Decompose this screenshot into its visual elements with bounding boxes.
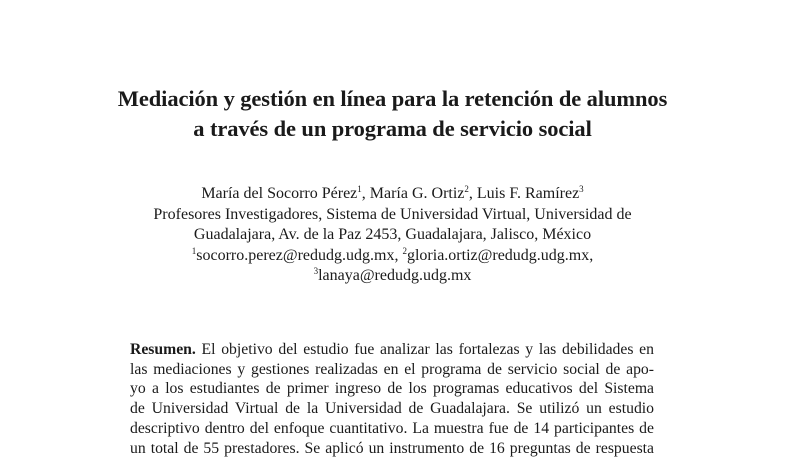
abstract-line: de Universidad Virtual de la Universidad de Guadalajara. Se utilizó un estudio — [130, 400, 654, 418]
email-address: gloria.ortiz@redudg.udg.mx — [406, 246, 590, 264]
author-block — [0, 184, 785, 287]
abstract — [130, 340, 654, 458]
author-separator: , — [468, 185, 477, 202]
abstract-line — [130, 340, 654, 360]
author-name: María del Socorro Pérez — [201, 185, 358, 202]
author-mark: 3 — [579, 184, 584, 194]
email-separator: , — [589, 246, 594, 264]
email-line — [0, 246, 785, 267]
abstract-line: las mediaciones y gestiones realizadas en el programa de servicio social de apo- — [130, 360, 654, 378]
author-mark: 2 — [464, 184, 469, 194]
abstract-text: El objetivo del estudio fue analizar las fortalezas y las debilidades en — [195, 341, 654, 358]
email-line — [0, 266, 785, 287]
email-mark: 2 — [402, 245, 407, 256]
affiliation-line: Guadalajara, Av. de la Paz 2453, Guadalajara, Jalisco, México — [193, 226, 592, 243]
author-separator: , — [361, 185, 370, 202]
paper-title — [0, 84, 785, 144]
title-line: Mediación y gestión en línea para la retención de alumnos — [117, 86, 668, 111]
abstract-line: un total de 55 prestadores. Se aplicó un instrumento de 16 preguntas de respuesta — [130, 439, 654, 457]
abstract-label: Resumen. — [130, 341, 196, 358]
email-address: lanaya@redudg.udg.mx — [318, 267, 472, 284]
title-line: a través de un programa de servicio social — [193, 116, 592, 141]
email-mark: 3 — [313, 266, 319, 276]
author-list — [0, 184, 785, 205]
affiliation-line: Profesores Investigadores, Sistema de Universidad Virtual, Universidad de — [153, 205, 632, 223]
author-name: María G. Ortiz — [369, 185, 465, 202]
abstract-line: yo a los estudiantes de primer ingreso de los programas educativos del Sistema — [130, 380, 654, 398]
email-separator: , — [394, 246, 403, 264]
author-mark: 1 — [357, 184, 362, 194]
author-name: Luis F. Ramírez — [476, 185, 580, 202]
email-mark: 1 — [191, 245, 197, 256]
abstract-line: descriptivo dentro del enfoque cuantitativo. La muestra fue de 14 participantes de — [130, 419, 654, 437]
email-address: socorro.perez@redudg.udg.mx — [196, 246, 395, 264]
